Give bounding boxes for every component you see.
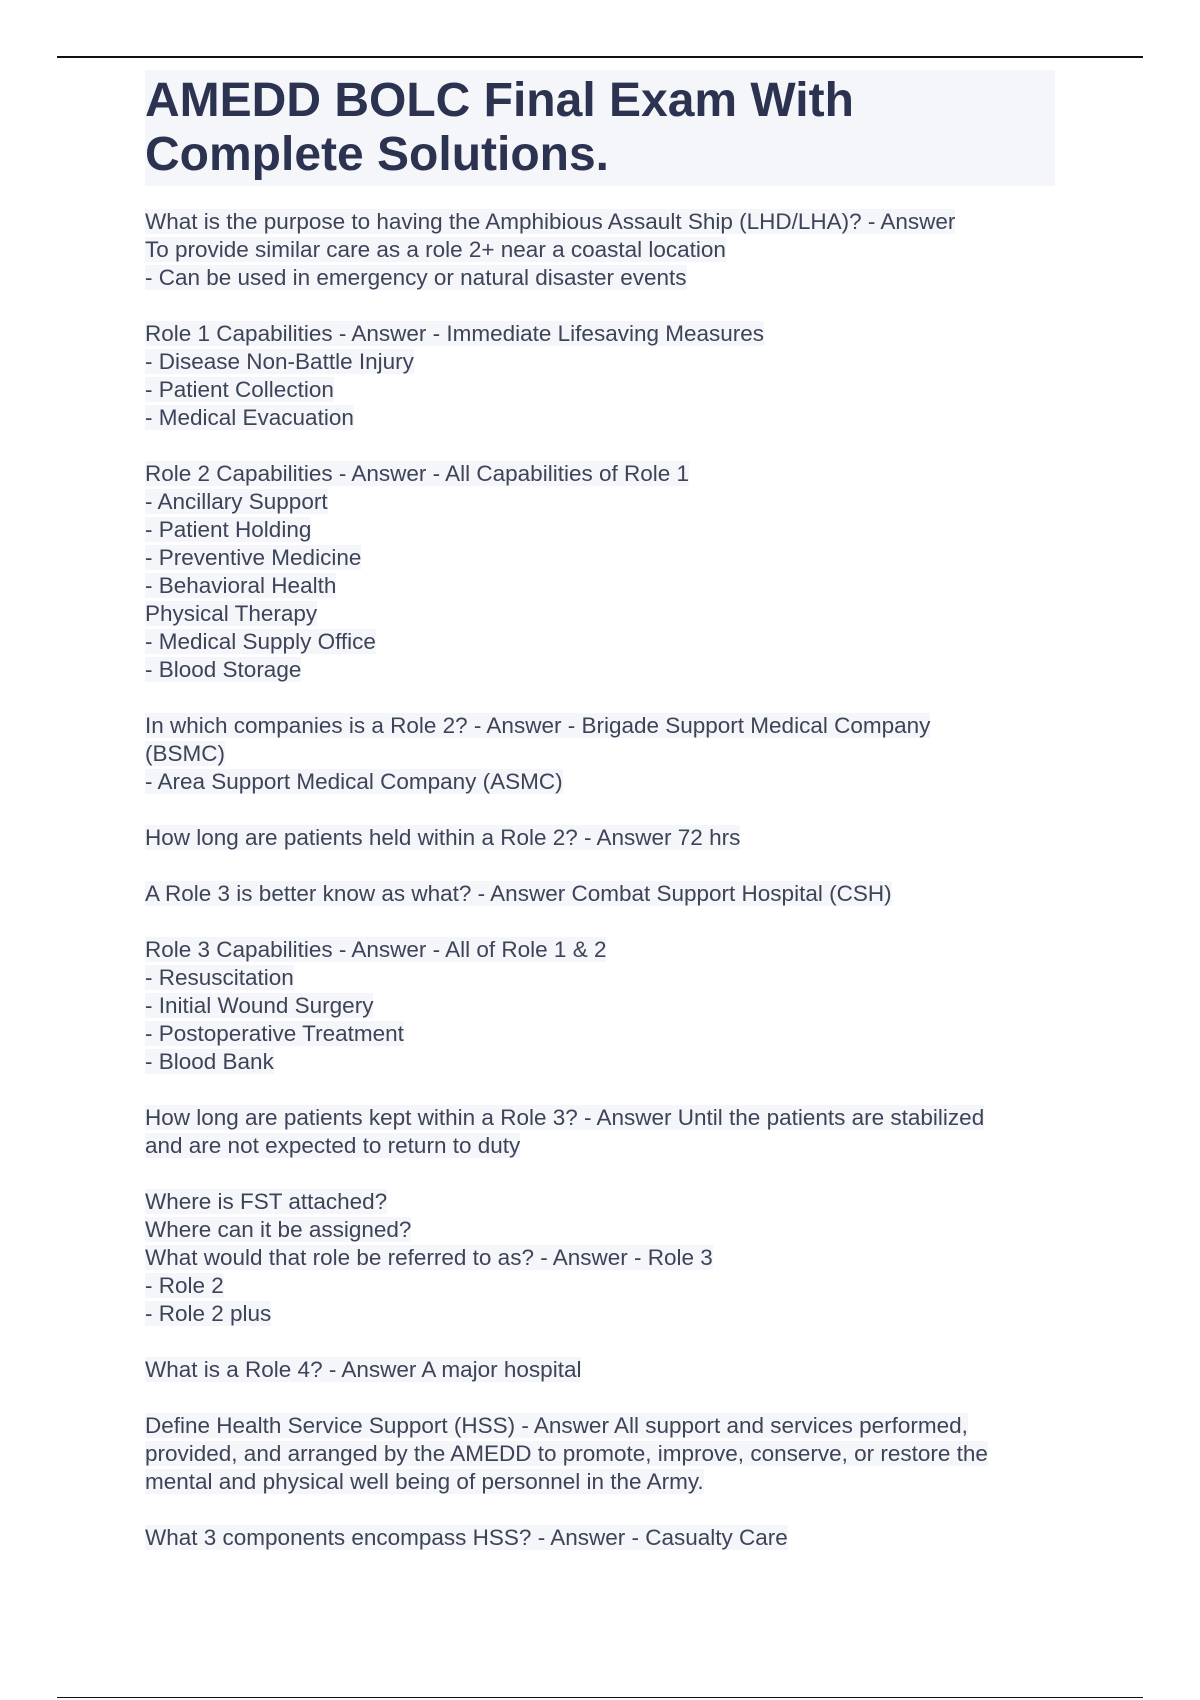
title-line-1: AMEDD BOLC Final Exam With — [145, 74, 854, 127]
qa-entry — [145, 460, 1055, 684]
qa-line — [145, 1104, 1055, 1132]
qa-line — [145, 600, 1055, 628]
qa-line-text: - Role 2 — [145, 1273, 224, 1298]
qa-line-text: mental and physical well being of personnel in the Army. — [145, 1469, 704, 1494]
qa-line-text: - Initial Wound Surgery — [145, 993, 374, 1018]
qa-entry — [145, 1188, 1055, 1328]
qa-line-text: What 3 components encompass HSS? - Answer - Casualty Care — [145, 1525, 788, 1550]
qa-line — [145, 1244, 1055, 1272]
qa-line-text: - Can be used in emergency or natural disaster events — [145, 265, 687, 290]
qa-line-text: (BSMC) — [145, 741, 225, 766]
qa-line — [145, 1300, 1055, 1328]
qa-line — [145, 1440, 1055, 1468]
qa-line — [145, 824, 1055, 852]
qa-line-text: Role 3 Capabilities - Answer - All of Role 1 & 2 — [145, 937, 607, 962]
qa-line-text: In which companies is a Role 2? - Answer - Brigade Support Medical Company — [145, 713, 931, 738]
qa-line-text: - Medical Evacuation — [145, 405, 354, 430]
qa-line-text: provided, and arranged by the AMEDD to promote, improve, conserve, or restore the — [145, 1441, 988, 1466]
bottom-rule — [57, 1697, 1143, 1698]
qa-line — [145, 1524, 1055, 1552]
qa-line-text: What is the purpose to having the Amphibious Assault Ship (LHD/LHA)? - Answer — [145, 209, 956, 234]
qa-line-text: How long are patients held within a Role 2? - Answer 72 hrs — [145, 825, 741, 850]
qa-line-text: - Resuscitation — [145, 965, 294, 990]
qa-line — [145, 1216, 1055, 1244]
qa-line — [145, 656, 1055, 684]
qa-line — [145, 376, 1055, 404]
qa-line — [145, 1356, 1055, 1384]
qa-line-text: - Role 2 plus — [145, 1301, 272, 1326]
qa-line-text: - Preventive Medicine — [145, 545, 362, 570]
qa-line — [145, 572, 1055, 600]
qa-line — [145, 740, 1055, 768]
qa-line-text: - Medical Supply Office — [145, 629, 376, 654]
document-content — [145, 70, 1055, 1580]
qa-entry — [145, 1524, 1055, 1552]
qa-line — [145, 1020, 1055, 1048]
qa-line — [145, 488, 1055, 516]
qa-line — [145, 1272, 1055, 1300]
qa-line — [145, 264, 1055, 292]
qa-line-text: A Role 3 is better know as what? - Answer Combat Support Hospital (CSH) — [145, 881, 892, 906]
qa-entry — [145, 1104, 1055, 1160]
qa-line-text: Define Health Service Support (HSS) - Answer All support and services performed, — [145, 1413, 968, 1438]
qa-line-text: What is a Role 4? - Answer A major hospital — [145, 1357, 582, 1382]
qa-entry — [145, 712, 1055, 796]
qa-line — [145, 516, 1055, 544]
qa-line — [145, 404, 1055, 432]
qa-entry — [145, 1356, 1055, 1384]
top-rule — [57, 56, 1143, 58]
qa-line-text: - Patient Collection — [145, 377, 334, 402]
qa-line — [145, 936, 1055, 964]
qa-line-text: Role 2 Capabilities - Answer - All Capabilities of Role 1 — [145, 461, 690, 486]
qa-line — [145, 1048, 1055, 1076]
qa-line-text: - Disease Non-Battle Injury — [145, 349, 414, 374]
title-block — [145, 70, 1055, 186]
qa-entry — [145, 208, 1055, 292]
qa-line — [145, 964, 1055, 992]
qa-line — [145, 1468, 1055, 1496]
qa-line-text: To provide similar care as a role 2+ near a coastal location — [145, 237, 726, 262]
qa-line-text: Role 1 Capabilities - Answer - Immediate Lifesaving Measures — [145, 321, 765, 346]
qa-line — [145, 712, 1055, 740]
title-line-2: Complete Solutions. — [145, 128, 610, 181]
qa-entry — [145, 880, 1055, 908]
qa-line-text: Where can it be assigned? — [145, 1217, 412, 1242]
qa-line-text: - Patient Holding — [145, 517, 312, 542]
qa-line — [145, 768, 1055, 796]
qa-line-text: - Postoperative Treatment — [145, 1021, 404, 1046]
qa-line-text: What would that role be referred to as? - Answer - Role 3 — [145, 1245, 713, 1270]
qa-line-text: How long are patients kept within a Role 3? - Answer Until the patients are stabilized — [145, 1105, 985, 1130]
qa-line-text: Where is FST attached? — [145, 1189, 388, 1214]
qa-line — [145, 1132, 1055, 1160]
qa-line-text: Physical Therapy — [145, 601, 318, 626]
qa-line — [145, 628, 1055, 656]
qa-line — [145, 1188, 1055, 1216]
qa-line-text: - Behavioral Health — [145, 573, 337, 598]
qa-entry — [145, 936, 1055, 1076]
qa-line — [145, 348, 1055, 376]
qa-line — [145, 992, 1055, 1020]
qa-line — [145, 208, 1055, 236]
qa-entry — [145, 320, 1055, 432]
qa-line — [145, 1412, 1055, 1440]
qa-entry — [145, 824, 1055, 852]
qa-line — [145, 544, 1055, 572]
qa-line-text: - Ancillary Support — [145, 489, 328, 514]
qa-entry — [145, 1412, 1055, 1496]
qa-line-text: and are not expected to return to duty — [145, 1133, 521, 1158]
qa-line-text: - Blood Storage — [145, 657, 302, 682]
qa-line — [145, 880, 1055, 908]
qa-list — [145, 208, 1055, 1552]
qa-line — [145, 460, 1055, 488]
qa-line-text: - Area Support Medical Company (ASMC) — [145, 769, 563, 794]
qa-line — [145, 236, 1055, 264]
document-title — [145, 74, 1055, 182]
qa-line-text: - Blood Bank — [145, 1049, 274, 1074]
qa-line — [145, 320, 1055, 348]
